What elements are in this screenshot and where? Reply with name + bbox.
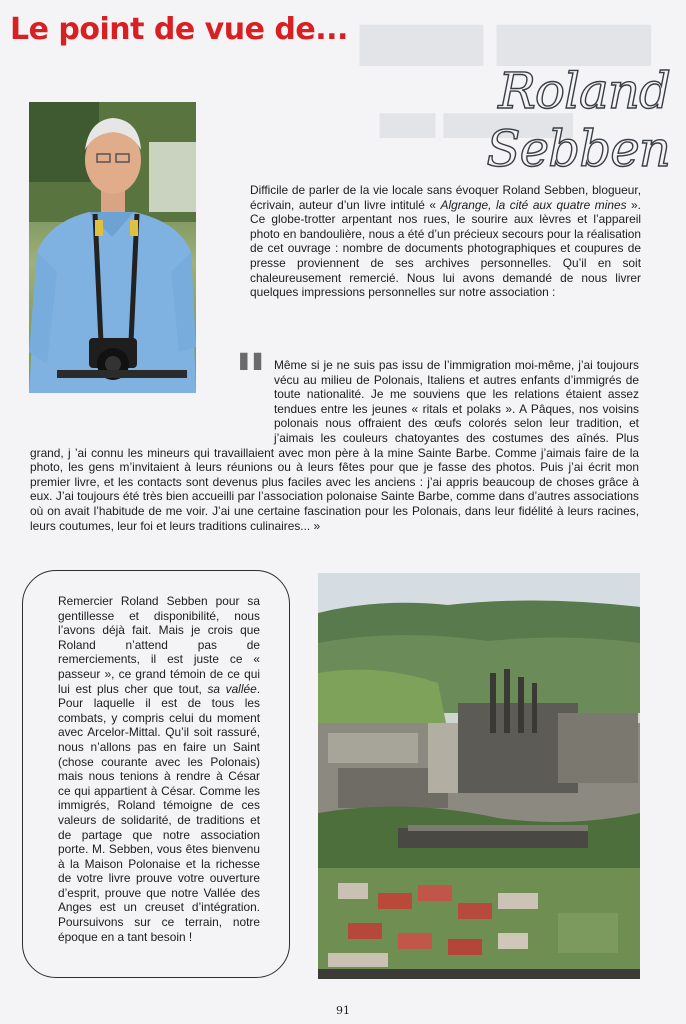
page-number: 91 bbox=[336, 1004, 350, 1017]
quote-text: Même si je ne suis pas issu de l’immigration moi-même, j’ai toujours vécu au milieu de Polonais, Italiens et autres enfants d’immigrés de toute nationalité. Je me souviens que les relations étaient assez tendues entre les jeunes « ritals et polaks ». A Pâques, nos voisins polonais nous offraient des œufs colorés selon leur tradition, et j’aimais les couleurs chatoyantes des costumes des aînés. Plus grand, j ’ai connu les mineurs qui travaillaient avec mon père à la mine Sainte Barbe. Comme j’aimais faire de la photo, les gens m’invitaient à leurs réunions ou à leurs fêtes pour que je fasse des photos. Puis j’ai écrit mon premier livre, et les contacts sont devenus plus faciles avec les anciens : j’ai appris beaucoup de choses grâce à eux. J’ai toujours été très bien accueilli par l’association polonaise Sainte Barbe, comme dans d’autres associations où on avait l’habitude de me voir. J’ai une certaine fascination pour les Polonais, dans leur fidélité à leurs racines, leurs coutumes, leur foi et leurs traditions culinaires... » bbox=[30, 358, 639, 533]
sidebar-text-end: . Pour laquelle il est de tous les combats, y compris celui du moment avec Arcelor-Mittal. Qu’il soit rassuré, nous n’allons pas en faire un Saint (chose courante avec les Polonais) mais nous tenions à rendre à César ce qui appartient à César. Comme les immigrés, Roland témoigne de ces valeurs de solidarité, de traditions et de partage que notre association porte. M. Sebben, vous êtes bienvenu à la Maison Polonaise et la richesse de votre livre prouve votre ouverture d’esprit, prouve que notre Vallée des Anges est un creuset d’intégration. Poursuivons sur ce terrain, notre époque en a tant besoin ! bbox=[58, 681, 261, 944]
portrait-photo bbox=[29, 102, 196, 393]
intro-paragraph bbox=[250, 183, 641, 300]
quote-paragraph bbox=[30, 358, 639, 533]
quote-mark-icon: " bbox=[234, 340, 268, 415]
sidebar-emphasis: sa vallée bbox=[207, 681, 257, 696]
book-title: Algrange, la cité aux quatre mines bbox=[440, 197, 627, 212]
intro-text-end: ». Ce globe-trotter arpentant nos rues, le sourire aux lèvres et l’appareil photo en bandoulière, nous a été d’un précieux secours pour la réalisation de cet ouvrage : nombre de documents photographiques et coupures de presse proviennent de ses archives personnelles. Qu’il en soit chaleureusement remercié. Nous lui avons demandé de nous livrer quelques impressions personnelles sur notre association : bbox=[250, 197, 641, 300]
author-name-heading: Roland Sebben bbox=[486, 62, 670, 178]
aerial-photo bbox=[318, 573, 640, 979]
sidebar-paragraph bbox=[58, 594, 260, 944]
sidebar-text-start: Remercier Roland Sebben pour sa gentillesse et disponibilité, nous l’avons déjà fait. Mais je crois que Roland n’attend pas de remerciements, il est juste ce « passeur », ce grand témoin de ce qui lui est plus cher que tout, bbox=[58, 594, 260, 696]
bleed-through-decoration: ▇▇▇▇ ▇▇▇▇▇ bbox=[360, 20, 651, 66]
rubric-title: Le point de vue de... bbox=[10, 12, 348, 47]
intro-text-start: Difficile de parler de la vie locale sans évoquer Roland Sebben, blogueur, écrivain, auteur d’un livre intitulé « bbox=[250, 183, 641, 212]
bleed-through-decoration: ▇▇▇ ▇▇▇▇▇▇▇ bbox=[380, 110, 573, 138]
quote-indent-spacer bbox=[30, 358, 274, 432]
